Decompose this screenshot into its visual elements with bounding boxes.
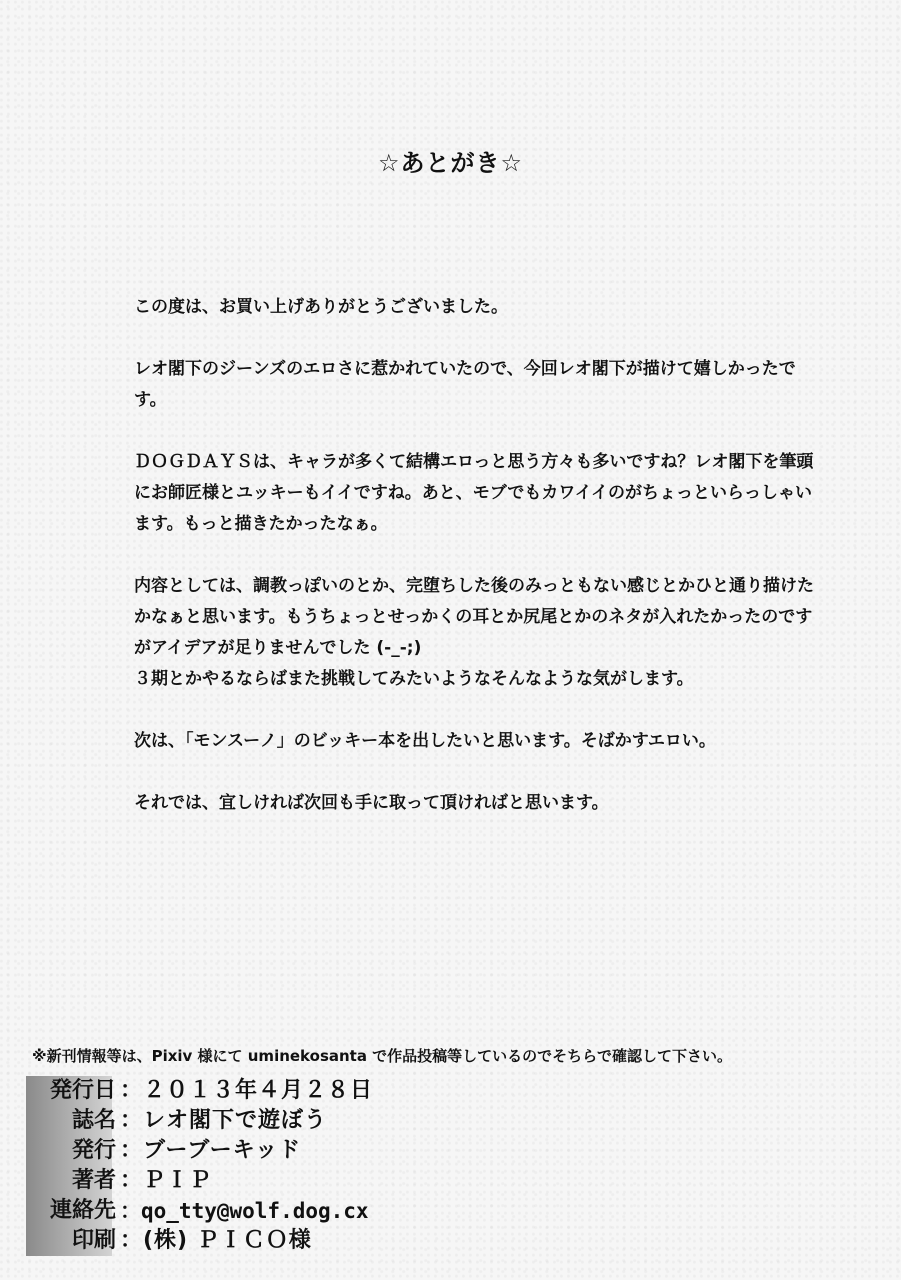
colophon-value: ：(株) ＰＩＣＯ様: [120, 1228, 312, 1253]
colophon-row-date: [26, 1076, 586, 1106]
new-release-note: ※新刊情報等は、Pixiv 様にて uminekosanta で作品投稿等しているのでそちらで確認して下さい。: [32, 1047, 733, 1065]
colophon-label: 著者: [71, 1168, 116, 1193]
colophon-row-publisher: [26, 1136, 586, 1166]
colophon-row-printer: [26, 1226, 586, 1256]
colophon-row-author: [26, 1166, 586, 1196]
colophon-label: 誌名: [71, 1108, 116, 1133]
colophon: [26, 1076, 586, 1256]
paragraph-season3: ３期とかやるならばまた挑戦してみたいようなそんなような気がします。: [134, 669, 694, 689]
paragraph-next: 次は、「モンスーノ」のビッキー本を出したいと思います。そばかすエロい。: [134, 731, 716, 751]
paragraph-jeans: レオ閣下のジーンズのエロさに惹かれていたので、今回レオ閣下が描けて嬉しかったです。: [134, 359, 796, 410]
colophon-label: 印刷: [71, 1228, 116, 1253]
colophon-label: 発行日: [49, 1078, 116, 1103]
colophon-value: ：２０１３年４月２８日: [120, 1078, 374, 1103]
colophon-row-title: [26, 1106, 586, 1136]
paragraph-thanks: この度は、お買い上げありがとうございました。: [134, 297, 508, 317]
paragraph-closing: それでは、宜しければ次回も手に取って頂ければと思います。: [134, 793, 609, 813]
paragraph-dogdays: ＤＯＧＤＡＹＳは、キャラが多くて結構エロっと思う方々も多いですね？レオ閣下を筆頭にお師匠様とユッキーもイイですね。あと、モブでもカワイイのがちょっといらっしゃいます。もっと描きたかったなぁ。: [134, 452, 814, 534]
paragraph-content: 内容としては、調教っぽいのとか、完堕ちした後のみっともない感じとかひと通り描けたかなぁと思います。もうちょっとせっかくの耳とか尻尾とかのネタが入れたかったのですがアイデアが足りませんでした (-_-;): [134, 576, 814, 658]
colophon-value: ：ブーブーキッド: [120, 1138, 302, 1163]
page-title: ☆あとがき☆: [377, 149, 524, 177]
colophon-row-contact: [26, 1196, 586, 1226]
colophon-label: 連絡先: [49, 1198, 116, 1223]
colophon-label: 発行: [71, 1138, 116, 1163]
colophon-value: ：レオ閣下で遊ぼう: [120, 1108, 328, 1133]
colophon-value: ：ＰＩＰ: [120, 1168, 213, 1193]
colophon-value: ：qo_tty@wolf.dog.cx: [120, 1199, 369, 1223]
afterword-body: [134, 292, 814, 850]
